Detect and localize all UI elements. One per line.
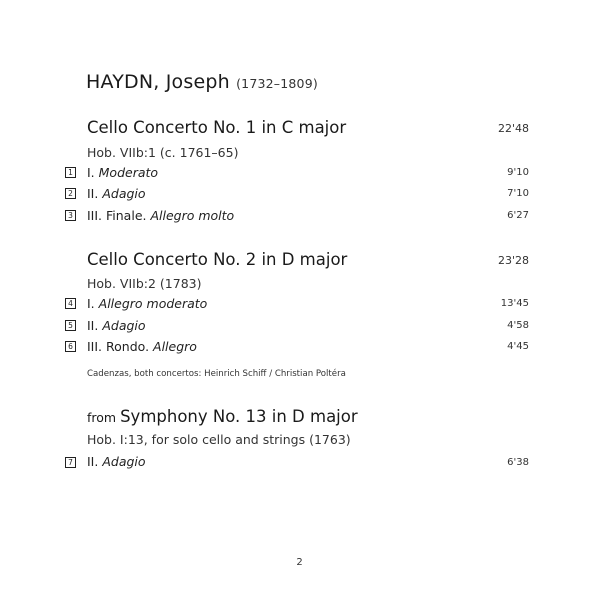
- track-duration: 6'38: [507, 457, 529, 468]
- track-duration: 4'58: [507, 320, 529, 331]
- track-number-box: 4: [65, 298, 76, 309]
- track-number-box: 6: [65, 341, 76, 352]
- work-total-duration: 23'28: [497, 254, 529, 267]
- work-total-duration: 22'48: [497, 122, 529, 135]
- composer-heading: [86, 71, 318, 93]
- page-number: 2: [296, 557, 303, 568]
- track-duration: 7'10: [507, 188, 529, 199]
- track-title: II. Adagio: [87, 186, 146, 201]
- track-title: III. Finale. Allegro molto: [87, 208, 235, 223]
- work-catalog: Hob. VIIb:1 (c. 1761–65): [87, 145, 239, 160]
- work-catalog: Hob. I:13, for solo cello and strings (1763): [87, 432, 351, 447]
- track-duration: 4'45: [507, 341, 529, 352]
- track-duration: 6'27: [507, 210, 529, 221]
- track-title: II. Adagio: [87, 454, 146, 469]
- track-number-box: 1: [65, 167, 76, 178]
- composer-dates: (1732–1809): [236, 76, 318, 91]
- track-number-box: 5: [65, 320, 76, 331]
- work-catalog: Hob. VIIb:2 (1783): [87, 276, 202, 291]
- track-duration: 13'45: [500, 298, 529, 309]
- track-duration: 9'10: [507, 167, 529, 178]
- track-number-box: 7: [65, 457, 76, 468]
- cadenzas-note: Cadenzas, both concertos: Heinrich Schiff / Christian Poltéra: [87, 369, 346, 379]
- track-number-box: 2: [65, 188, 76, 199]
- track-title: I. Moderato: [87, 165, 159, 180]
- work-title: from Symphony No. 13 in D major: [87, 407, 358, 426]
- composer-name: HAYDN, Joseph: [86, 71, 230, 93]
- track-title: III. Rondo. Allegro: [87, 339, 197, 354]
- work-title: Cello Concerto No. 2 in D major: [87, 250, 348, 269]
- track-number-box: 3: [65, 210, 76, 221]
- track-title: II. Adagio: [87, 318, 146, 333]
- track-title: I. Allegro moderato: [87, 296, 208, 311]
- work-title: Cello Concerto No. 1 in C major: [87, 118, 347, 137]
